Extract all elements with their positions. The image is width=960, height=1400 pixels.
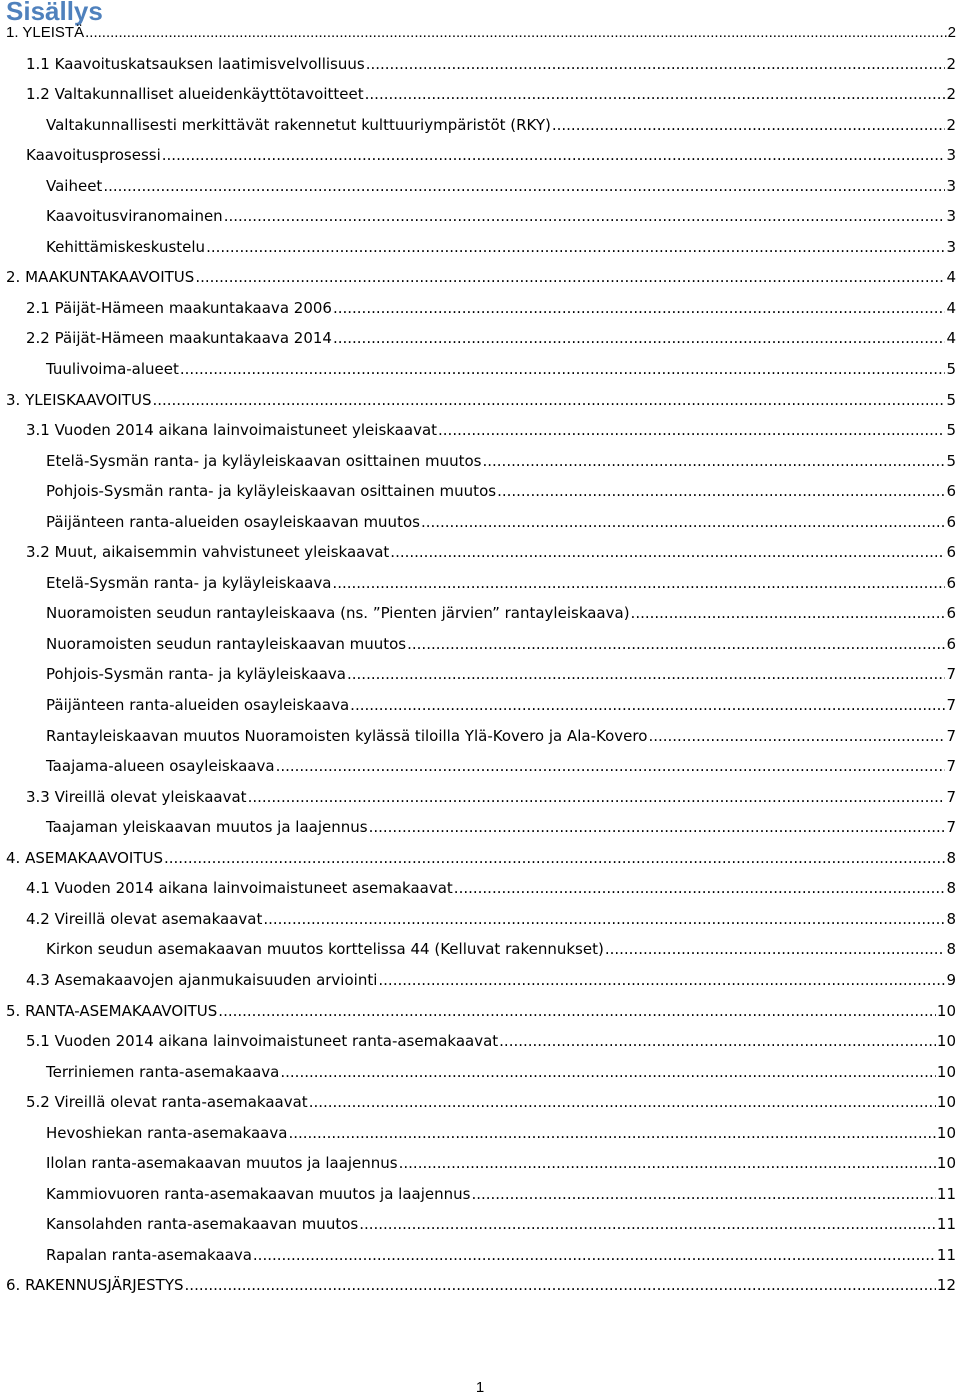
toc-entry[interactable]: [0, 49, 960, 80]
dot-leader: [333, 323, 946, 354]
toc-entry[interactable]: [0, 140, 960, 171]
toc-entry-page-number: 7: [946, 665, 956, 684]
toc-entry[interactable]: [0, 904, 960, 935]
toc-entry-page-number: 11: [936, 1245, 956, 1264]
toc-entry-label: 3.2 Muut, aikaisemmin vahvistuneet yleiskaavat: [26, 543, 390, 562]
dot-leader: [359, 1209, 936, 1240]
toc-entry[interactable]: [0, 1057, 960, 1088]
toc-entry-page-number: 8: [946, 909, 956, 928]
toc-entry[interactable]: [0, 323, 960, 354]
toc-entry-page-number: 2: [947, 24, 956, 41]
toc-entry[interactable]: [0, 934, 960, 965]
toc-entry-page-number: 7: [946, 818, 956, 837]
toc-entry-page-number: 10: [936, 1123, 956, 1142]
dot-leader: [350, 690, 945, 721]
dot-leader: [185, 1270, 936, 1301]
toc-entry-page-number: 5: [946, 390, 956, 409]
toc-entry-label: Pohjois-Sysmän ranta- ja kyläyleiskaavan osittainen muutos: [46, 482, 497, 501]
toc-entry-label: 2. MAAKUNTAKAAVOITUS: [6, 268, 195, 287]
toc-entry-page-number: 2: [946, 54, 956, 73]
toc-entry-page-number: 8: [946, 879, 956, 898]
toc-entry[interactable]: [0, 1270, 960, 1301]
toc-entry[interactable]: [0, 965, 960, 996]
toc-entry-label: Kirkon seudun asemakaavan muutos korttelissa 44 (Kelluvat rakennukset): [46, 940, 604, 959]
toc-entry[interactable]: [0, 79, 960, 110]
toc-entry-label: 1.2 Valtakunnalliset alueidenkäyttötavoitteet: [26, 85, 364, 104]
dot-leader: [605, 934, 946, 965]
toc-entry-page-number: 6: [946, 634, 956, 653]
toc-entry[interactable]: [0, 385, 960, 416]
toc-entry-label: 4.3 Asemakaavojen ajanmukaisuuden arviointi: [26, 970, 378, 989]
toc-entry-label: 5. RANTA-ASEMAKAAVOITUS: [6, 1001, 218, 1020]
toc-entry[interactable]: [0, 354, 960, 385]
toc-entry-label: Nuoramoisten seudun rantayleiskaava (ns. ”Pienten järvien” rantayleiskaava): [46, 604, 630, 623]
toc-entry[interactable]: [0, 812, 960, 843]
dot-leader: [180, 354, 946, 385]
toc-entry-label: Terriniemen ranta-asemakaava: [46, 1062, 280, 1081]
toc-entry-page-number: 10: [936, 1154, 956, 1173]
dot-leader: [399, 1148, 936, 1179]
toc-title: Sisällys: [6, 0, 103, 26]
toc-entry[interactable]: [0, 1179, 960, 1210]
dot-leader: [421, 507, 946, 538]
toc-entry[interactable]: [0, 476, 960, 507]
dot-leader: [333, 293, 946, 324]
toc-entry-label: 4.2 Vireillä olevat asemakaavat: [26, 909, 263, 928]
dot-leader: [499, 1026, 936, 1057]
toc-entry-page-number: 11: [936, 1215, 956, 1234]
toc-entry[interactable]: [0, 262, 960, 293]
toc-entry[interactable]: [0, 18, 960, 49]
toc-entry-label: Tuulivoima-alueet: [46, 360, 179, 379]
toc-entry[interactable]: [0, 721, 960, 752]
toc-entry-page-number: 6: [946, 543, 956, 562]
toc-entry-page-number: 11: [936, 1184, 956, 1203]
toc-entry-page-number: 5: [946, 421, 956, 440]
toc-entry-label: Kaavoitusprosessi: [26, 146, 161, 165]
toc-entry-page-number: 3: [946, 207, 956, 226]
dot-leader: [253, 1240, 936, 1271]
toc-entry-label: Päijänteen ranta-alueiden osayleiskaava: [46, 696, 350, 715]
toc-entry[interactable]: [0, 996, 960, 1027]
dot-leader: [497, 476, 945, 507]
toc-entry-page-number: 7: [946, 757, 956, 776]
dot-leader: [263, 904, 945, 935]
toc-entry-page-number: 4: [946, 268, 956, 287]
toc-entry[interactable]: [0, 843, 960, 874]
toc-entry[interactable]: [0, 446, 960, 477]
toc-entry[interactable]: [0, 1026, 960, 1057]
toc-entry-label: Taajama-alueen osayleiskaava: [46, 757, 275, 776]
dot-leader: [218, 996, 936, 1027]
dot-leader: [103, 171, 945, 202]
toc-entry-label: 4.1 Vuoden 2014 aikana lainvoimaistuneet asemakaavat: [26, 879, 453, 898]
dot-leader: [631, 598, 946, 629]
dot-leader: [309, 1087, 936, 1118]
toc-entry-page-number: 10: [936, 1093, 956, 1112]
toc-entry-page-number: 6: [946, 482, 956, 501]
toc-entry[interactable]: [0, 659, 960, 690]
dot-leader: [195, 262, 945, 293]
dot-leader: [482, 446, 945, 477]
toc-entry[interactable]: [0, 1240, 960, 1271]
toc-entry[interactable]: [0, 171, 960, 202]
dot-leader: [366, 49, 946, 80]
table-of-contents: [0, 18, 960, 1301]
page-number: 1: [475, 1379, 485, 1396]
toc-entry-page-number: 10: [936, 1001, 956, 1020]
toc-entry-label: 1. YLEISTÄ: [6, 24, 85, 41]
dot-leader: [206, 232, 945, 263]
dot-leader: [390, 537, 945, 568]
toc-entry-label: Rapalan ranta-asemakaava: [46, 1245, 252, 1264]
toc-entry-page-number: 5: [946, 360, 956, 379]
toc-entry-page-number: 4: [946, 298, 956, 317]
toc-entry-page-number: 2: [946, 85, 956, 104]
toc-entry-page-number: 12: [936, 1276, 956, 1295]
toc-entry-label: 3.1 Vuoden 2014 aikana lainvoimaistuneet yleiskaavat: [26, 421, 438, 440]
toc-entry-page-number: 7: [946, 696, 956, 715]
toc-entry-label: Pohjois-Sysmän ranta- ja kyläyleiskaava: [46, 665, 346, 684]
dot-leader: [248, 782, 946, 813]
toc-entry[interactable]: [0, 1118, 960, 1149]
toc-entry-page-number: 10: [936, 1032, 956, 1051]
toc-entry-label: Etelä-Sysmän ranta- ja kyläyleiskaava: [46, 573, 332, 592]
dot-leader: [471, 1179, 935, 1210]
dot-leader: [369, 812, 946, 843]
toc-entry-label: 5.1 Vuoden 2014 aikana lainvoimaistuneet ranta-asemakaavat: [26, 1032, 499, 1051]
toc-entry-page-number: 7: [946, 787, 956, 806]
toc-entry[interactable]: [0, 415, 960, 446]
dot-leader: [152, 385, 945, 416]
toc-entry[interactable]: [0, 232, 960, 263]
toc-entry-page-number: 6: [946, 604, 956, 623]
dot-leader: [162, 140, 946, 171]
dot-leader: [85, 18, 947, 49]
toc-entry[interactable]: [0, 110, 960, 141]
dot-leader: [347, 659, 945, 690]
toc-entry[interactable]: [0, 1087, 960, 1118]
toc-entry-label: Kaavoitusviranomainen: [46, 207, 223, 226]
toc-entry-label: Vaiheet: [46, 176, 103, 195]
toc-entry[interactable]: [0, 1209, 960, 1240]
toc-entry-label: Ilolan ranta-asemakaavan muutos ja laajennus: [46, 1154, 398, 1173]
toc-entry[interactable]: [0, 537, 960, 568]
toc-entry-label: Päijänteen ranta-alueiden osayleiskaavan muutos: [46, 512, 420, 531]
toc-entry-label: Valtakunnallisesti merkittävät rakennetut kulttuuriympäristöt (RKY): [46, 115, 551, 134]
toc-entry[interactable]: [0, 1148, 960, 1179]
dot-leader: [224, 201, 946, 232]
toc-entry-page-number: 9: [946, 970, 956, 989]
toc-entry-label: 6. RAKENNUSJÄRJESTYS: [6, 1276, 184, 1295]
toc-entry[interactable]: [0, 873, 960, 904]
dot-leader: [280, 1057, 936, 1088]
toc-entry[interactable]: [0, 782, 960, 813]
toc-entry[interactable]: [0, 629, 960, 660]
dot-leader: [454, 873, 946, 904]
toc-entry[interactable]: [0, 751, 960, 782]
dot-leader: [648, 721, 945, 752]
toc-entry-page-number: 3: [946, 176, 956, 195]
toc-entry-label: 4. ASEMAKAAVOITUS: [6, 848, 163, 867]
dot-leader: [365, 79, 946, 110]
dot-leader: [378, 965, 945, 996]
toc-entry-page-number: 5: [946, 451, 956, 470]
toc-entry[interactable]: [0, 690, 960, 721]
dot-leader: [407, 629, 945, 660]
toc-entry[interactable]: [0, 201, 960, 232]
toc-entry-page-number: 10: [936, 1062, 956, 1081]
dot-leader: [332, 568, 945, 599]
toc-entry-page-number: 3: [946, 146, 956, 165]
toc-entry-label: 2.2 Päijät-Hämeen maakuntakaava 2014: [26, 329, 332, 348]
toc-entry-label: 1.1 Kaavoituskatsauksen laatimisvelvollisuus: [26, 54, 365, 73]
toc-entry-page-number: 8: [946, 940, 956, 959]
toc-entry-page-number: 6: [946, 512, 956, 531]
dot-leader: [276, 751, 946, 782]
toc-entry-label: 3. YLEISKAAVOITUS: [6, 390, 152, 409]
dot-leader: [164, 843, 945, 874]
toc-entry[interactable]: [0, 293, 960, 324]
toc-entry-label: Kehittämiskeskustelu: [46, 237, 206, 256]
toc-entry-label: Nuoramoisten seudun rantayleiskaavan muutos: [46, 634, 407, 653]
dot-leader: [552, 110, 946, 141]
toc-entry[interactable]: [0, 568, 960, 599]
toc-entry[interactable]: [0, 507, 960, 538]
toc-entry-label: 3.3 Vireillä olevat yleiskaavat: [26, 787, 247, 806]
toc-entry-label: Etelä-Sysmän ranta- ja kyläyleiskaavan osittainen muutos: [46, 451, 482, 470]
toc-entry-label: Taajaman yleiskaavan muutos ja laajennus: [46, 818, 368, 837]
toc-entry-label: Rantayleiskaavan muutos Nuoramoisten kylässä tiloilla Ylä-Kovero ja Ala-Kovero: [46, 726, 648, 745]
dot-leader: [438, 415, 945, 446]
toc-entry-page-number: 3: [946, 237, 956, 256]
toc-entry-label: 2.1 Päijät-Hämeen maakuntakaava 2006: [26, 298, 332, 317]
toc-entry-label: 5.2 Vireillä olevat ranta-asemakaavat: [26, 1093, 308, 1112]
toc-entry-label: Hevoshiekan ranta-asemakaava: [46, 1123, 288, 1142]
toc-entry[interactable]: [0, 598, 960, 629]
toc-entry-page-number: 2: [946, 115, 956, 134]
toc-entry-page-number: 4: [946, 329, 956, 348]
toc-entry-label: Kammiovuoren ranta-asemakaavan muutos ja laajennus: [46, 1184, 471, 1203]
toc-entry-page-number: 8: [946, 848, 956, 867]
toc-entry-page-number: 7: [946, 726, 956, 745]
toc-entry-label: Kansolahden ranta-asemakaavan muutos: [46, 1215, 359, 1234]
toc-entry-page-number: 6: [946, 573, 956, 592]
dot-leader: [288, 1118, 935, 1149]
